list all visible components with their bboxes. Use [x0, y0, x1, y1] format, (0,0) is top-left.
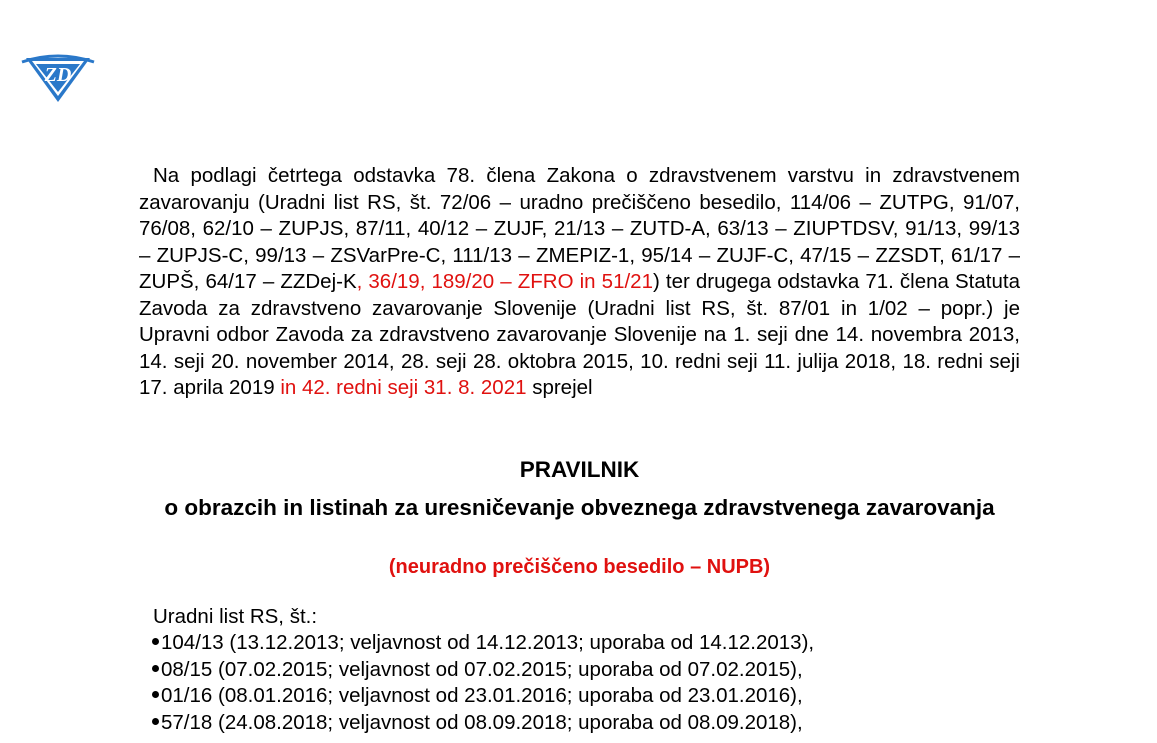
reference-text: 08/15 (07.02.2015; veljavnost od 07.02.2015; uporaba od 07.02.2015), [161, 657, 803, 681]
document-title: PRAVILNIK [519, 457, 640, 482]
preamble-text-1: Na podlagi četrtega odstavka 78. člena Zakona o zdravstvenem varstvu in zdravstvenem zavarovanju (Uradni list RS, št. 72/06 – uradno prečiščeno besedilo, 114/06 – ZUTPG, 91/07, 76/08, 62/10 – ZUPJS, 87/11, 40/12 – ZUJF, 21/13 – ZUTD-A, 63/13 – ZIUPTDSV, 91/13, 99/13 – ZUPJS-C, 99/13 – ZSVarPre-C, 111/13 – ZMEPIZ-1, 95/14 – ZUJF-C, 47/15 – ZZSDT, 61/17 – ZUPŠ, 64/17 – ZZDej-K [139, 164, 1020, 293]
bullet-icon [152, 665, 159, 672]
gazette-reference-list [150, 630, 814, 736]
document-note: (neuradno prečiščeno besedilo – NUPB) [388, 556, 771, 578]
bullet-icon [152, 691, 159, 698]
zzzs-logo-icon [20, 48, 96, 104]
gazette-label: Uradni list RS, št.: [153, 605, 318, 628]
reference-text: 104/13 (13.12.2013; veljavnost od 14.12.2013; uporaba od 14.12.2013), [161, 631, 815, 654]
preamble-paragraph [139, 163, 1020, 402]
list-item [150, 657, 814, 684]
bullet-icon [152, 718, 159, 725]
preamble-amendment-1: , 36/19, 189/20 – ZFRO in 51/21 [356, 270, 653, 293]
preamble-text-2: ) ter drugega odstavka 71. člena Statuta Zavoda za zdravstveno zavarovanje Slovenije (Uradni list RS, št. 87/01 in 1/02 – popr.) je Upravni odbor Zavoda za zdravstveno zavarovanje Slovenije na 1. seji dne 14. novembra 2013, 14. seji 20. november 2014, 28. seji 28. oktobra 2015, 10. redni seji 11. julija 2018, 18. redni seji 17. aprila 2019 [139, 270, 1020, 399]
preamble-text-3: sprejel [526, 376, 593, 399]
list-item [150, 630, 814, 657]
preamble-amendment-2: in 42. redni seji 31. 8. 2021 [280, 376, 527, 399]
reference-text: 57/18 (24.08.2018; veljavnost od 08.09.2018; uporaba od 08.09.2018), [161, 710, 803, 734]
list-item [150, 710, 814, 737]
list-item [150, 683, 814, 710]
svg-text:ZD: ZD [44, 64, 72, 86]
bullet-icon [152, 638, 159, 645]
document-subtitle: o obrazcih in listinah za uresničevanje obveznega zdravstvenega zavarovanja [164, 495, 995, 520]
reference-text: 01/16 (08.01.2016; veljavnost od 23.01.2016; uporaba od 23.01.2016), [161, 684, 803, 707]
